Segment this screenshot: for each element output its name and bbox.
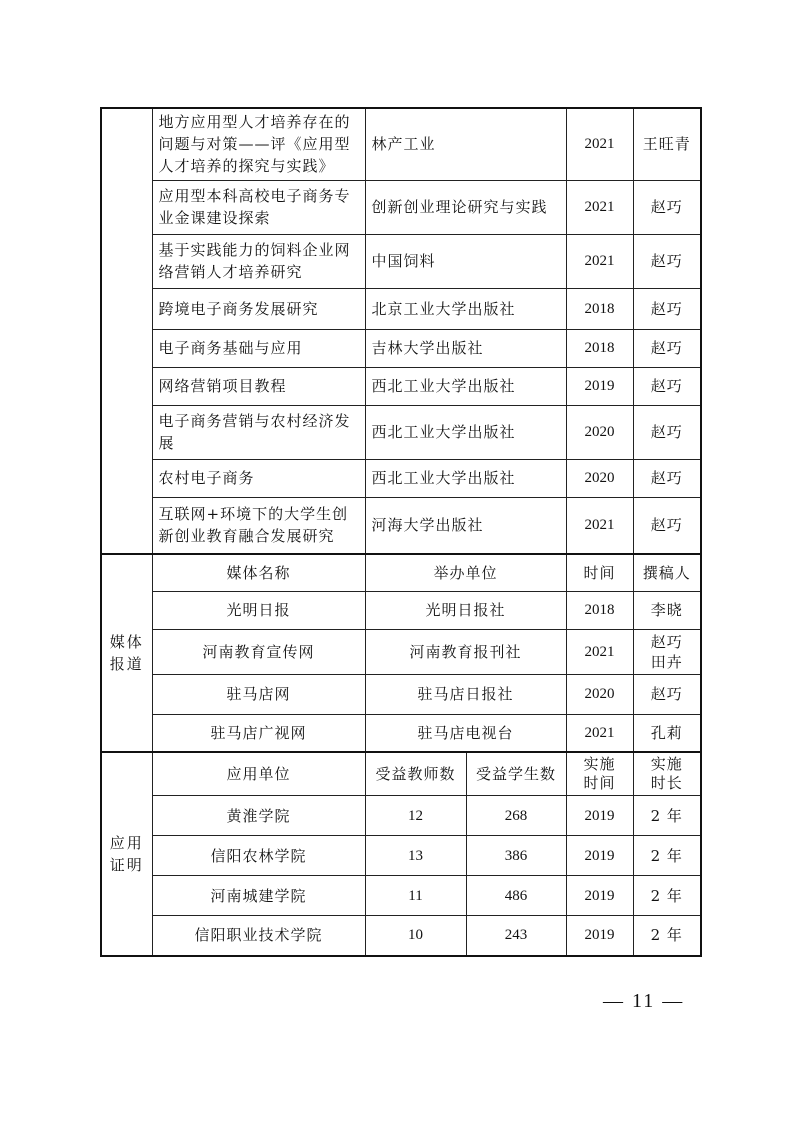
application-duration: 2 年	[633, 916, 701, 956]
publication-author: 赵巧	[633, 180, 701, 234]
publication-publisher: 创新创业理论研究与实践	[365, 180, 566, 234]
table-row	[101, 714, 701, 752]
publication-publisher: 河海大学出版社	[365, 497, 566, 554]
column-header-organizer: 举办单位	[365, 554, 566, 591]
publication-year: 2021	[566, 234, 633, 288]
media-author-line: 赵巧	[650, 685, 683, 703]
publication-publisher: 西北工业大学出版社	[365, 405, 566, 459]
publication-year: 2018	[566, 329, 633, 367]
table-row	[101, 459, 701, 497]
table-row	[101, 288, 701, 329]
media-year: 2021	[566, 714, 633, 752]
application-students: 243	[466, 916, 566, 956]
application-year: 2019	[566, 836, 633, 876]
application-year: 2019	[566, 796, 633, 836]
application-unit: 信阳职业技术学院	[152, 916, 365, 956]
table-row	[101, 674, 701, 714]
table-row	[101, 629, 701, 674]
media-year: 2020	[566, 674, 633, 714]
publication-year: 2018	[566, 288, 633, 329]
publication-publisher: 西北工业大学出版社	[365, 367, 566, 405]
application-teachers: 10	[365, 916, 466, 956]
publication-title: 电子商务基础与应用	[152, 329, 365, 367]
publication-title: 农村电子商务	[152, 459, 365, 497]
section-label-line: 应用	[109, 833, 144, 852]
media-name: 河南教育宣传网	[152, 629, 365, 674]
application-students: 386	[466, 836, 566, 876]
header-line: 实施	[583, 755, 616, 773]
table-row	[101, 367, 701, 405]
publication-year: 2020	[566, 459, 633, 497]
table-row	[101, 554, 701, 591]
publication-title: 互联网+环境下的大学生创新创业教育融合发展研究	[152, 497, 365, 554]
media-organizer: 驻马店日报社	[365, 674, 566, 714]
media-name: 光明日报	[152, 591, 365, 629]
table-row	[101, 836, 701, 876]
media-organizer: 驻马店电视台	[365, 714, 566, 752]
application-unit: 河南城建学院	[152, 876, 365, 916]
media-author-line: 田卉	[650, 652, 683, 671]
table-row	[101, 876, 701, 916]
table-row	[101, 796, 701, 836]
media-author	[633, 714, 701, 752]
application-duration: 2 年	[633, 796, 701, 836]
publication-publisher: 中国饲料	[365, 234, 566, 288]
publication-title: 电子商务营销与农村经济发展	[152, 405, 365, 459]
media-author	[633, 591, 701, 629]
publication-author: 赵巧	[633, 288, 701, 329]
table-row	[101, 329, 701, 367]
publication-author: 赵巧	[633, 329, 701, 367]
application-unit: 黄淮学院	[152, 796, 365, 836]
column-header-students: 受益学生数	[466, 752, 566, 796]
application-teachers: 12	[365, 796, 466, 836]
media-year: 2021	[566, 629, 633, 674]
application-unit: 信阳农林学院	[152, 836, 365, 876]
publication-title: 跨境电子商务发展研究	[152, 288, 365, 329]
application-duration: 2 年	[633, 836, 701, 876]
section-label-application	[101, 752, 152, 956]
header-line: 时间	[583, 774, 616, 792]
application-teachers: 11	[365, 876, 466, 916]
publication-title: 地方应用型人才培养存在的问题与对策——评《应用型人才培养的探究与实践》	[152, 108, 365, 180]
publication-publisher: 林产工业	[365, 108, 566, 180]
column-header-duration	[633, 752, 701, 796]
publication-author: 赵巧	[633, 367, 701, 405]
publication-author: 赵巧	[633, 459, 701, 497]
publication-year: 2021	[566, 497, 633, 554]
publication-publisher: 吉林大学出版社	[365, 329, 566, 367]
media-author-line: 李晓	[650, 601, 683, 619]
section-label-media	[101, 554, 152, 752]
table-row	[101, 591, 701, 629]
publication-author: 王旺青	[633, 108, 701, 180]
table-row	[101, 180, 701, 234]
media-name: 驻马店网	[152, 674, 365, 714]
table-row	[101, 405, 701, 459]
application-students: 486	[466, 876, 566, 916]
application-teachers: 13	[365, 836, 466, 876]
publication-title: 网络营销项目教程	[152, 367, 365, 405]
achievement-table	[100, 107, 702, 957]
table-row	[101, 108, 701, 180]
table-row	[101, 497, 701, 554]
media-author	[633, 629, 701, 674]
publication-publisher: 西北工业大学出版社	[365, 459, 566, 497]
media-author	[633, 674, 701, 714]
section-label-line: 媒体	[109, 633, 144, 651]
section-label-line: 证明	[109, 855, 144, 874]
application-year: 2019	[566, 916, 633, 956]
table-row	[101, 234, 701, 288]
table-row	[101, 916, 701, 956]
media-name: 驻马店广视网	[152, 714, 365, 752]
column-header-media-name: 媒体名称	[152, 554, 365, 591]
publication-title: 基于实践能力的饲料企业网络营销人才培养研究	[152, 234, 365, 288]
publication-year: 2020	[566, 405, 633, 459]
publication-title: 应用型本科高校电子商务专业金课建设探索	[152, 180, 365, 234]
publication-author: 赵巧	[633, 497, 701, 554]
page-number: — 11 —	[603, 990, 685, 1012]
table-row	[101, 752, 701, 796]
application-year: 2019	[566, 876, 633, 916]
publication-publisher: 北京工业大学出版社	[365, 288, 566, 329]
application-duration: 2 年	[633, 876, 701, 916]
column-header-time	[566, 752, 633, 796]
header-line: 时长	[650, 774, 683, 792]
application-students: 268	[466, 796, 566, 836]
media-author-line: 赵巧	[650, 632, 683, 651]
column-header-time: 时间	[566, 554, 633, 591]
column-header-unit: 应用单位	[152, 752, 365, 796]
section-label-line: 报道	[109, 655, 144, 673]
column-header-teachers: 受益教师数	[365, 752, 466, 796]
publication-year: 2021	[566, 108, 633, 180]
media-year: 2018	[566, 591, 633, 629]
media-organizer: 光明日报社	[365, 591, 566, 629]
publication-author: 赵巧	[633, 234, 701, 288]
column-header-author: 撰稿人	[633, 554, 701, 591]
publication-year: 2019	[566, 367, 633, 405]
media-author-line: 孔莉	[650, 723, 683, 742]
publication-author: 赵巧	[633, 405, 701, 459]
section-label-blank	[101, 108, 152, 554]
media-organizer: 河南教育报刊社	[365, 629, 566, 674]
publication-year: 2021	[566, 180, 633, 234]
header-line: 实施	[650, 755, 683, 773]
